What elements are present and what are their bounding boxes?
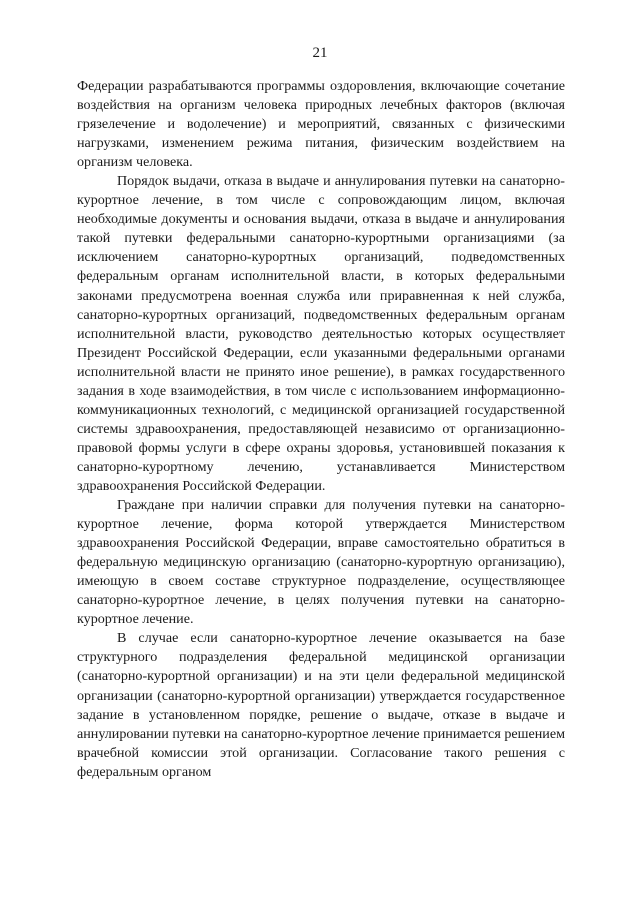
paragraph-1: Федерации разрабатываются программы оздоровления, включающие сочетание воздействия на организм человека природных лечебных факторов (включая грязелечение и водолечение) и мероприятий, связанных с физическими нагрузками, изменением режима питания, физическим воздействием на организм человека. bbox=[77, 78, 565, 171]
paragraph-2: Порядок выдачи, отказа в выдаче и аннулирования путевки на санаторно-курортное лечение, в том числе с сопровождающим лицом, включая необходимые документы и основания выдачи, отказа в выдаче и аннулирования такой путевки федеральными санаторно-курортными организациями (за исключением санаторно-курортных организаций, подведомственных федеральным органам исполнительной власти, в которых федеральными законами предусмотрена военная служба или приравненная к ней служба, санаторно-курортных организаций, подведомственных федеральным органам исполнительной власти, руководство деятельностью которых осуществляет Президент Российской Федерации, если указанными федеральными органами исполнительной власти не принято иное решение), в рамках государственного задания в ходе взаимодействия, в том числе с использованием информационно-коммуникационных технологий, с медицинской организацией государственной системы здравоохранения, предоставляющей независимо от организационно-правовой формы услуги в сфере охраны здоровья, установившей показания к санаторно-курортному лечению, устанавливается Министерством здравоохранения Российской Федерации. bbox=[77, 173, 565, 494]
paragraph-4: В случае если санаторно-курортное лечение оказывается на базе структурного подразделения федеральной медицинской организации (санаторно-курортной организации) и на эти цели федеральной медицинской организации (санаторно-курортной организации) утверждается государственное задание в установленном порядке, решение о выдаче, отказе в выдаче и аннулировании путевки на санаторно-курортное лечение принимается решением врачебной комиссии этой организации. Согласование такого решения с федеральным органом bbox=[77, 630, 565, 780]
page-number: 21 bbox=[312, 45, 328, 61]
body-text bbox=[77, 77, 565, 782]
paragraph-3: Граждане при наличии справки для получения путевки на санаторно-курортное лечение, форма которой утверждается Министерством здравоохранения Российской Федерации, вправе самостоятельно обратиться в федеральную медицинскую организацию (санаторно-курортную организацию), имеющую в своем составе структурное подразделение, осуществляющее санаторно-курортное лечение, в целях получения путевки на санаторно-курортное лечение. bbox=[77, 497, 565, 628]
